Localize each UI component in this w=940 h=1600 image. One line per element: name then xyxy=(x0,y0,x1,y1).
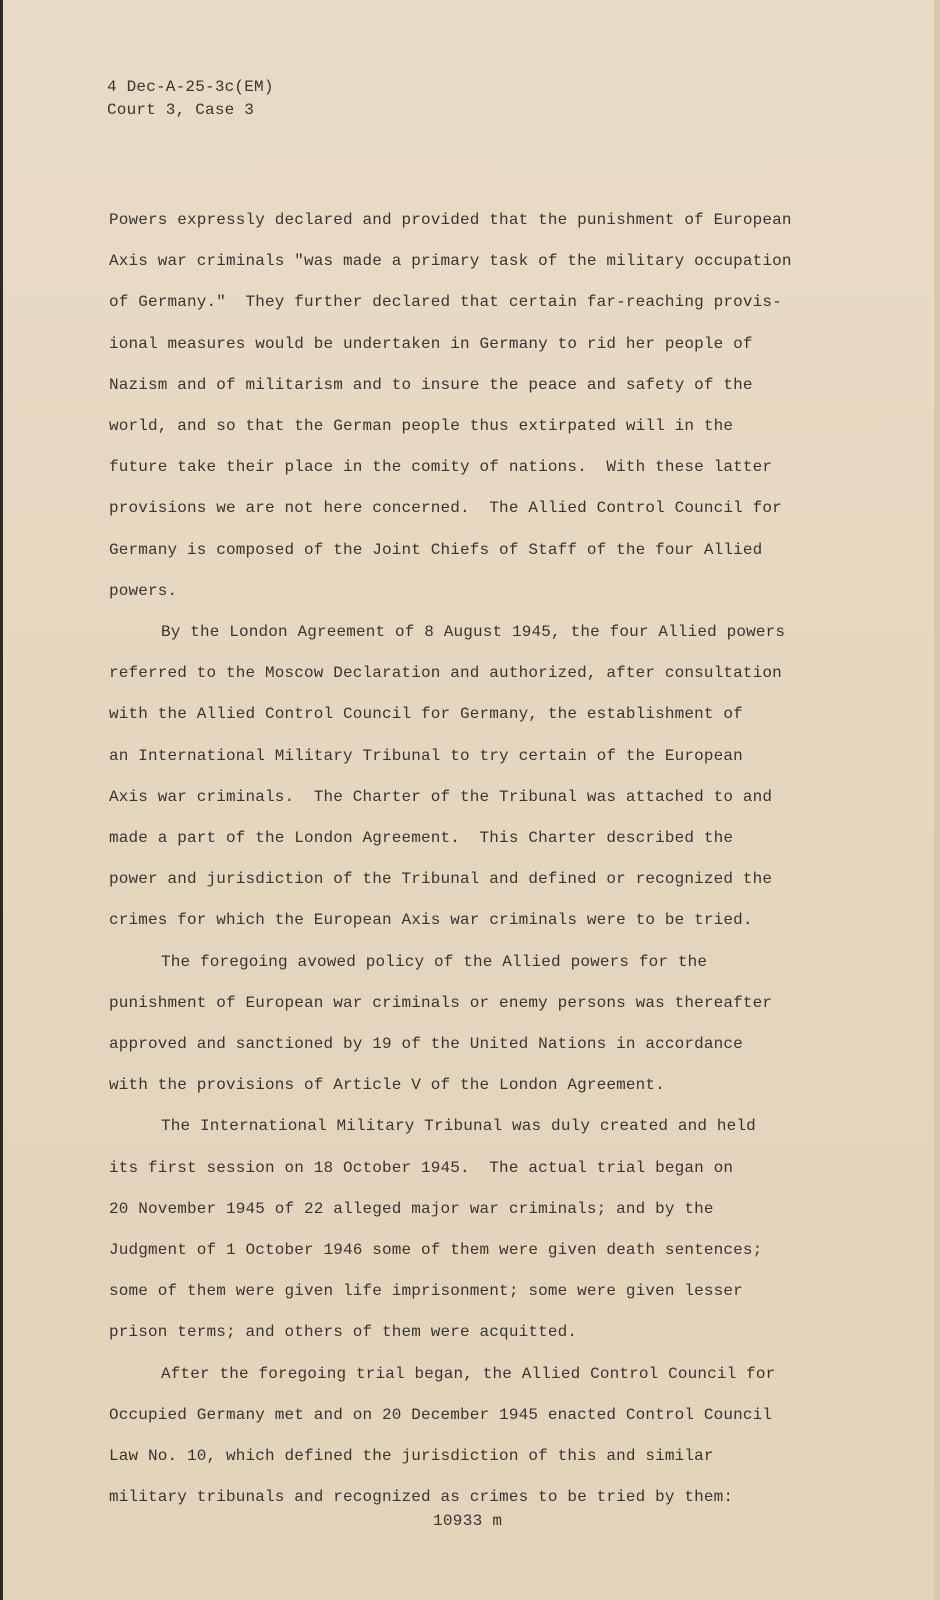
text-line: its first session on 18 October 1945. The actual trial began on xyxy=(109,1158,734,1177)
text-line: some of them were given life imprisonment; some were given lesser xyxy=(109,1282,743,1301)
text-line: an International Military Tribunal to try certain of the European xyxy=(109,746,743,765)
text-line: Nazism and of militarism and to insure the peace and safety of the xyxy=(109,375,753,394)
document-header xyxy=(107,76,274,122)
text-line: ional measures would be undertaken in Germany to rid her people of xyxy=(109,334,753,353)
text-line: future take their place in the comity of nations. With these latter xyxy=(109,458,773,477)
court-case-label: Court 3, Case 3 xyxy=(107,101,255,119)
text-line: Axis war criminals "was made a primary task of the military occupation xyxy=(109,252,792,271)
text-line: power and jurisdiction of the Tribunal and defined or recognized the xyxy=(109,870,773,889)
text-line: punishment of European war criminals or enemy persons was thereafter xyxy=(109,993,773,1012)
text-line: 20 November 1945 of 22 alleged major war criminals; and by the xyxy=(109,1199,714,1218)
text-line: provisions we are not here concerned. The Allied Control Council for xyxy=(109,499,782,518)
paragraph-start-line: After the foregoing trial began, the Allied Control Council for xyxy=(161,1364,776,1383)
page-number: 10933 m xyxy=(433,1512,503,1530)
text-line: Judgment of 1 October 1946 some of them were given death sentences; xyxy=(109,1241,763,1260)
text-line: Germany is composed of the Joint Chiefs of Staff of the four Allied xyxy=(109,540,763,559)
text-line: with the Allied Control Council for Germany, the establishment of xyxy=(109,705,743,724)
text-line: powers. xyxy=(109,581,178,600)
text-line: crimes for which the European Axis war criminals were to be tried. xyxy=(109,911,753,930)
text-line: Axis war criminals. The Charter of the Tribunal was attached to and xyxy=(109,787,773,806)
text-line: made a part of the London Agreement. This Charter described the xyxy=(109,829,734,848)
text-line: military tribunals and recognized as crimes to be tried by them: xyxy=(109,1488,734,1507)
paragraph-start-line: The foregoing avowed policy of the Allied powers for the xyxy=(161,952,708,971)
text-line: approved and sanctioned by 19 of the United Nations in accordance xyxy=(109,1035,743,1054)
text-line: Powers expressly declared and provided that the punishment of European xyxy=(109,211,792,229)
text-line: world, and so that the German people thus extirpated will in the xyxy=(109,417,734,436)
document-body xyxy=(109,200,869,1519)
text-line: Occupied Germany met and on 20 December 1945 enacted Control Council xyxy=(109,1405,773,1424)
text-line: prison terms; and others of them were acquitted. xyxy=(109,1323,578,1342)
text-line: Law No. 10, which defined the jurisdiction of this and similar xyxy=(109,1447,714,1466)
paragraph-start-line: By the London Agreement of 8 August 1945, the four Allied powers xyxy=(161,623,786,642)
text-line: with the provisions of Article V of the London Agreement. xyxy=(109,1076,665,1095)
document-reference: 4 Dec-A-25-3c(EM) xyxy=(107,78,274,96)
text-line: referred to the Moscow Declaration and authorized, after consultation xyxy=(109,664,782,683)
text-line: of Germany." They further declared that certain far-reaching provis- xyxy=(109,293,782,312)
paragraph-start-line: The International Military Tribunal was duly created and held xyxy=(161,1117,756,1136)
